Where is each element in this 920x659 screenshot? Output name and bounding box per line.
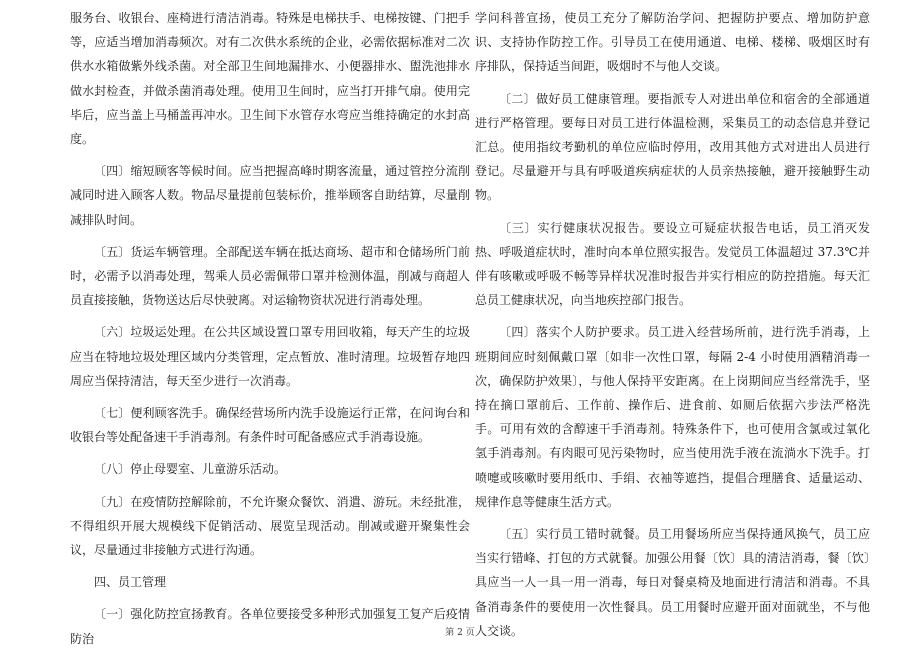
paragraph: 〔五〕货运车辆管理。全部配送车辆在抵达商场、超市和仓储场所门前时，必需予以消毒处理，驾乘人员必需佩带口罩并检测体温，削减与商超人员直接接触，货物送达后尽快驶离。对运输物资状况进行消毒处理。 — [70, 244, 470, 308]
paragraph: 〔四〕落实个人防护要求。员工进入经营场所前，进行洗手消毒，上班期间应时刻佩戴口罩〔如非一次性口罩，每隔 2-4 小时使用酒精消毒一次，确保防护效果〕，与他人保持平安距离。在上岗期间应当经常洗手，坚持在摘口罩前后、工作前、操作后、进食前、如厕后依据六步法严格洗手。可用有效的含醇速干手消毒剂。特殊条件下，也可使用含氯或过氧化氢手消毒剂。有肉眼可见污染物时，应当使用洗手液在流淌水下洗手。打喷嚏或咳嗽时要用纸巾、手绢、衣袖等遮挡，提倡合理膳食、适量运动、规律作息等健康生活方式。 — [475, 325, 870, 509]
paragraph: 〔八〕停止母婴室、儿童游乐活动。 — [94, 462, 287, 477]
paragraph: 〔一〕强化防控宣扬教育。各单位要接受多种形式加强复工复产后疫情防治 — [70, 607, 470, 646]
paragraph: 〔七〕便利顾客洗手。确保经营场所内洗手设施运行正常，在问询台和收银台等处配备速干手消毒剂。有条件时可配备感应式手消毒设施。 — [70, 406, 470, 445]
paragraph: 服务台、收银台、座椅进行清洁消毒。特殊是电梯扶手、电梯按键、门把手等，应适当增加消毒频次。对有二次供水系统的企业，必需依据标准对二次供水水箱做紫外线杀菌。对全部卫生间地漏排水、小便器排水、盥洗池排水做水封检查，并做杀菌消毒处理。使用卫生间时，应当打开排气扇。使用完毕后，应当盖上马桶盖再冲水。卫生间下水管存水弯应当维持确定的水封高度。 — [70, 11, 470, 147]
paragraph: 〔二〕做好员工健康管理。要指派专人对进出单位和宿舍的全部通道进行严格管理。要每日对员工进行体温检测，采集员工的动态信息并登记汇总。使用指纹考勤机的单位应临时停用，改用其他方式对进出人员进行登记。尽量避开与具有呼吸道疾病症状的人员亲热接触，避开接触野生动物。 — [475, 91, 870, 203]
left-column — [70, 6, 470, 659]
paragraph: 〔三〕实行健康状况报告。要设立可疑症状报告电话，员工消灭发热、呼吸道症状时，准时向本单位照实报告。发觉员工体温超过 37.3℃并伴有咳嗽或呼吸不畅等异样状况准时报告并实行相应的防控措施。每天汇总员工健康状况，向当地疾控部门报告。 — [475, 220, 870, 308]
paragraph: 〔五〕实行员工错时就餐。员工用餐场所应当保持通风换气，员工应当实行错峰、打包的方式就餐。加强公用餐〔饮〕具的清洁消毒，餐〔饮〕具应当一人一具一用一消毒，每日对餐桌椅及地面进行清洁和消毒。不具备消毒条件的要使用一次性餐具。员工用餐时应避开面对面就坐，不与他人交谈。 — [475, 527, 870, 638]
paragraph: 〔九〕在疫情防控解除前，不允许聚众餐饮、消遣、游玩。未经批准，不得组织开展大规模线下促销活动、展览呈现活动。削减或避开聚集性会议，尽量通过非接触方式进行沟通。 — [70, 494, 470, 558]
paragraph: 〔六〕垃圾运处理。在公共区域设置口罩专用回收箱，每天产生的垃圾应当在特地垃圾处理区域内分类管理，定点暂放、准时清理。垃圾暂存地四周应当保持清洁，每天至少进行一次消毒。 — [70, 325, 470, 388]
paragraph: 〔四〕缩短顾客等候时间。应当把握高峰时期客流量，通过管控分流削减同时进入顾客人数。物品尽量提前包装标价，推举顾客自助结算，尽量削减排队时间。 — [70, 164, 470, 227]
right-column — [475, 6, 870, 651]
section-heading: 四、员工管理 — [94, 575, 167, 590]
paragraph: 学问科普宣扬，使员工充分了解防治学问、把握防护要点、增加防护意识、支持协作防控工作。引导员工在使用通道、电梯、楼梯、吸烟区时有序排队，保持适当间距，吸烟时不与他人交谈。 — [475, 11, 870, 74]
page-number: 第 2 页 — [445, 628, 475, 638]
